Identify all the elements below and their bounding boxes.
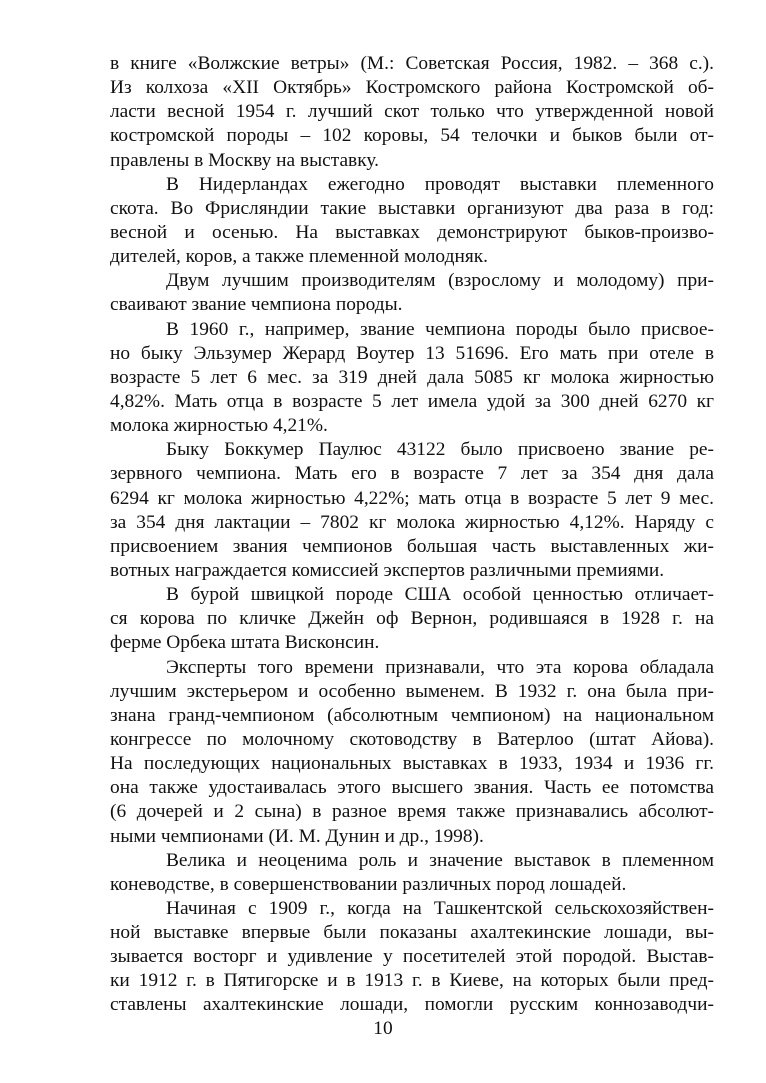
text-line: (6 дочерей и 2 сына) в разное время также признавались абсолют- — [110, 801, 714, 823]
text-line: лучшим экстерьером и особенно выменем. В 1932 г. она была при- — [110, 680, 714, 702]
text-line: вотных награждается комиссией экспертов различными премиями. — [110, 559, 665, 581]
text-line: зывается восторг и удивление у посетителей этой породой. Выстав- — [110, 946, 714, 968]
text-line: присвоением звания чемпионов большая часть выставленных жи- — [110, 535, 714, 557]
text-line: конгрессе по молочному скотоводству в Ватерлоо (штат Айова). — [110, 728, 714, 750]
text-line: молока жирностью 4,21%. — [110, 415, 328, 437]
text-line: ки 1912 г. в Пятигорске и в 1913 г. в Киеве, на которых были пред- — [110, 970, 714, 992]
text-line: 6294 кг молока жирностью 4,22%; мать отца в возрасте 5 лет 9 мес. — [110, 487, 714, 509]
text-line: дителей, коров, а также племенной молодняк. — [110, 246, 489, 268]
paragraph-first-line: В 1960 г., например, звание чемпиона породы было присвое- — [166, 318, 714, 340]
text-line: в книге «Волжские ветры» (М.: Советская Россия, 1982. – 368 с.). — [110, 53, 714, 74]
text-line: она также удостаивалась этого высшего звания. Часть ее потомства — [110, 777, 714, 799]
text-line: ся корова по кличке Джейн оф Вернон, родившаяся в 1928 г. на — [110, 608, 714, 630]
text-line: возрасте 5 лет 6 мес. за 319 дней дала 5085 кг молока жирностью — [110, 366, 714, 388]
paragraph-first-line: В бурой швицкой породе США особой ценностью отличает- — [166, 584, 714, 606]
paragraph-first-line: В Нидерландах ежегодно проводят выставки племенного — [166, 173, 714, 195]
paragraph-first-line: Быку Боккумер Паулюс 43122 было присвоено звание ре- — [166, 439, 714, 461]
paragraph-first-line: Велика и неоценима роль и значение выставок в племенном — [166, 849, 714, 871]
text-line: знана гранд-чемпионом (абсолютным чемпионом) на национальном — [110, 704, 714, 726]
paragraph-first-line: Начиная с 1909 г., когда на Ташкентской сельскохозяйствен- — [166, 897, 714, 919]
text-line: ставлены ахалтекинские лошади, помогли русским коннозаводчи- — [110, 994, 714, 1016]
text-line: Из колхоза «XII Октябрь» Костромского района Костромской об- — [110, 77, 714, 99]
text-line: весной и осенью. На выставках демонстрируют быков-произво- — [110, 221, 714, 243]
text-line: ными чемпионами (И. М. Дунин и др., 1998). — [110, 825, 484, 847]
text-line: ласти весной 1954 г. лучший скот только что утвержденной новой — [110, 101, 714, 123]
text-line: зервного чемпиона. Мать его в возрасте 7 лет за 354 дня дала — [110, 463, 714, 485]
text-line: костромской породы – 102 коровы, 54 телочки и быков были от- — [110, 125, 714, 147]
text-line: На последующих национальных выставках в 1933, 1934 и 1936 гг. — [110, 753, 714, 775]
text-line: коневодстве, в совершенствовании различных пород лошадей. — [110, 873, 627, 895]
body-text — [110, 52, 714, 1018]
paragraph-first-line: Двум лучшим производителям (взрослому и молодому) при- — [166, 270, 714, 292]
text-line: ной выставке впервые были показаны ахалтекинские лошади, вы- — [110, 922, 714, 944]
text-line: но быку Эльзумер Жерард Воутер 13 51696. Его мать при отеле в — [110, 342, 714, 364]
page-number: 10 — [373, 1018, 393, 1039]
text-line: 4,82%. Мать отца в возрасте 5 лет имела удой за 300 дней 6270 кг — [110, 390, 714, 412]
text-line: за 354 дня лактации – 7802 кг молока жирностью 4,12%. Наряду с — [110, 511, 714, 533]
text-line: скота. Во Фрисляндии такие выставки организуют два раза в год: — [110, 197, 714, 219]
text-line: правлены в Москву на выставку. — [110, 149, 379, 171]
text-line: ферме Орбека штата Висконсин. — [110, 632, 380, 654]
paragraph-first-line: Эксперты того времени признавали, что эта корова обладала — [166, 656, 714, 678]
text-line: сваивают звание чемпиона породы. — [110, 294, 403, 316]
